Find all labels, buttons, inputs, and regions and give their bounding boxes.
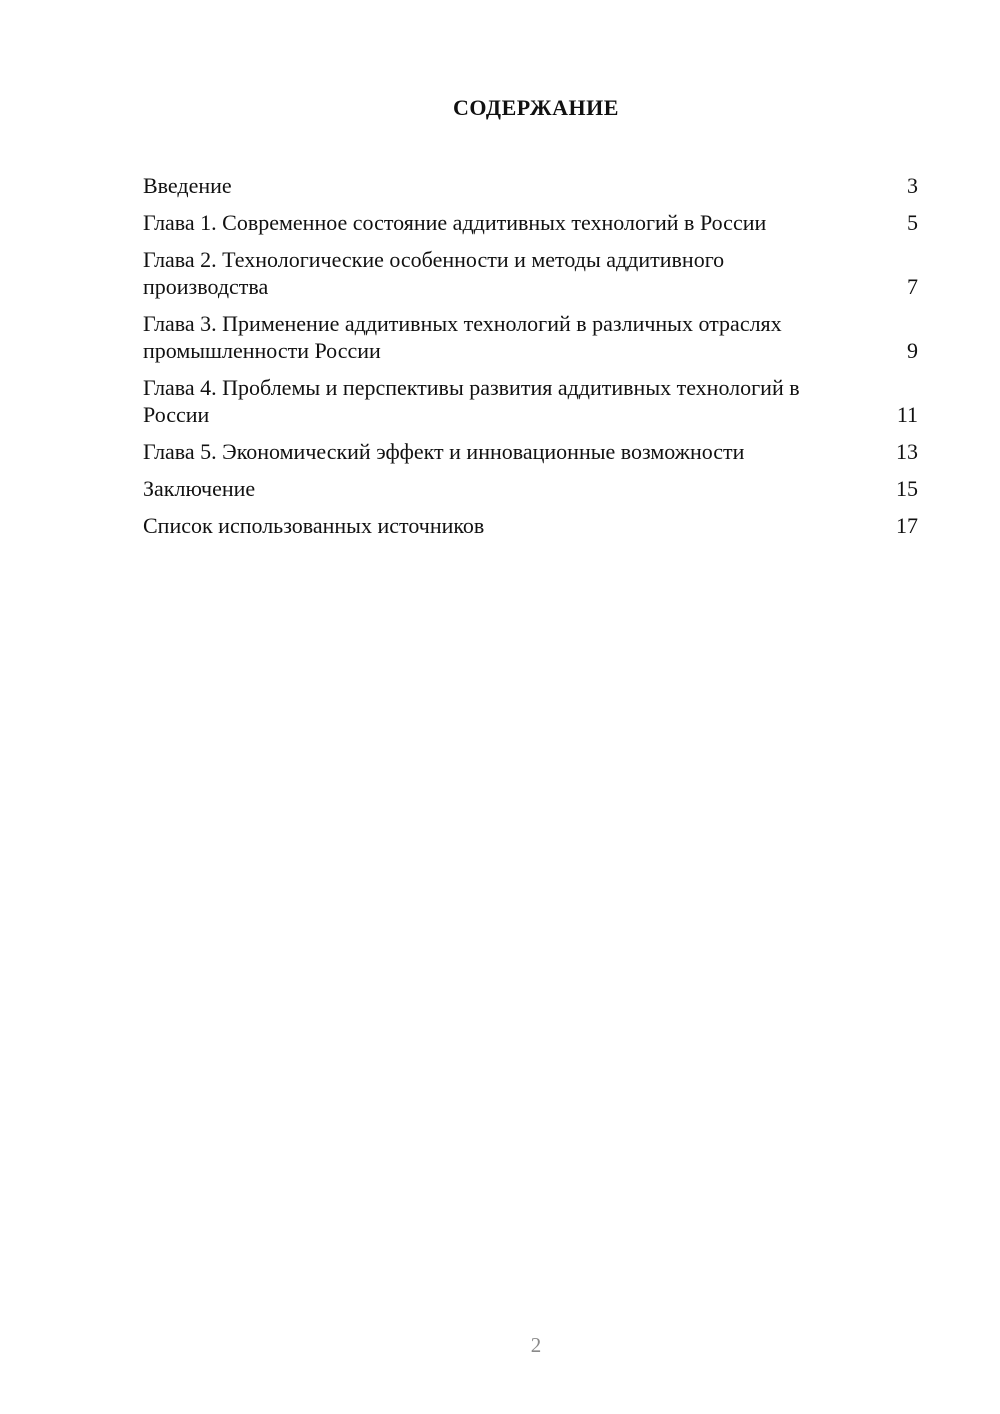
toc-entry-title: Глава 2. Технологические особенности и методы аддитивного производства [143,247,725,299]
page-number: 2 [530,1333,542,1357]
toc-entry-chapter-5 [143,438,918,465]
toc-entry-title: Заключение [143,476,256,501]
toc-entry-title: Глава 4. Проблемы и перспективы развития аддитивных технологий в России [143,375,800,427]
toc-entry-title: Список использованных источников [143,513,485,538]
toc-entry-page: 9 [907,338,918,363]
toc-entry-title: Введение [143,173,232,198]
toc-entry-page: 13 [896,439,918,464]
toc-entry-page: 15 [896,476,918,501]
toc-entry-introduction [143,172,918,199]
toc-entry-page: 7 [907,274,918,299]
toc-entry-references [143,512,918,539]
toc-entry-page: 11 [896,402,918,427]
toc-entry-page: 5 [907,210,918,235]
toc-entry-page: 17 [896,513,918,538]
toc-entry-conclusion [143,475,918,502]
toc-entry-chapter-1 [143,209,918,236]
toc-entry-chapter-3 [143,310,918,364]
toc-entry-chapter-4 [143,374,918,428]
toc-entry-page: 3 [907,173,918,198]
toc-entry-title: Глава 1. Современное состояние аддитивных технологий в России [143,210,767,235]
toc-heading: СОДЕРЖАНИЕ [453,95,619,120]
toc-entry-title: Глава 5. Экономический эффект и инновационные возможности [143,439,745,464]
toc-entry-chapter-2 [143,246,918,300]
table-of-contents [143,172,918,549]
toc-entry-title: Глава 3. Применение аддитивных технологий в различных отраслях промышленности России [143,311,782,363]
